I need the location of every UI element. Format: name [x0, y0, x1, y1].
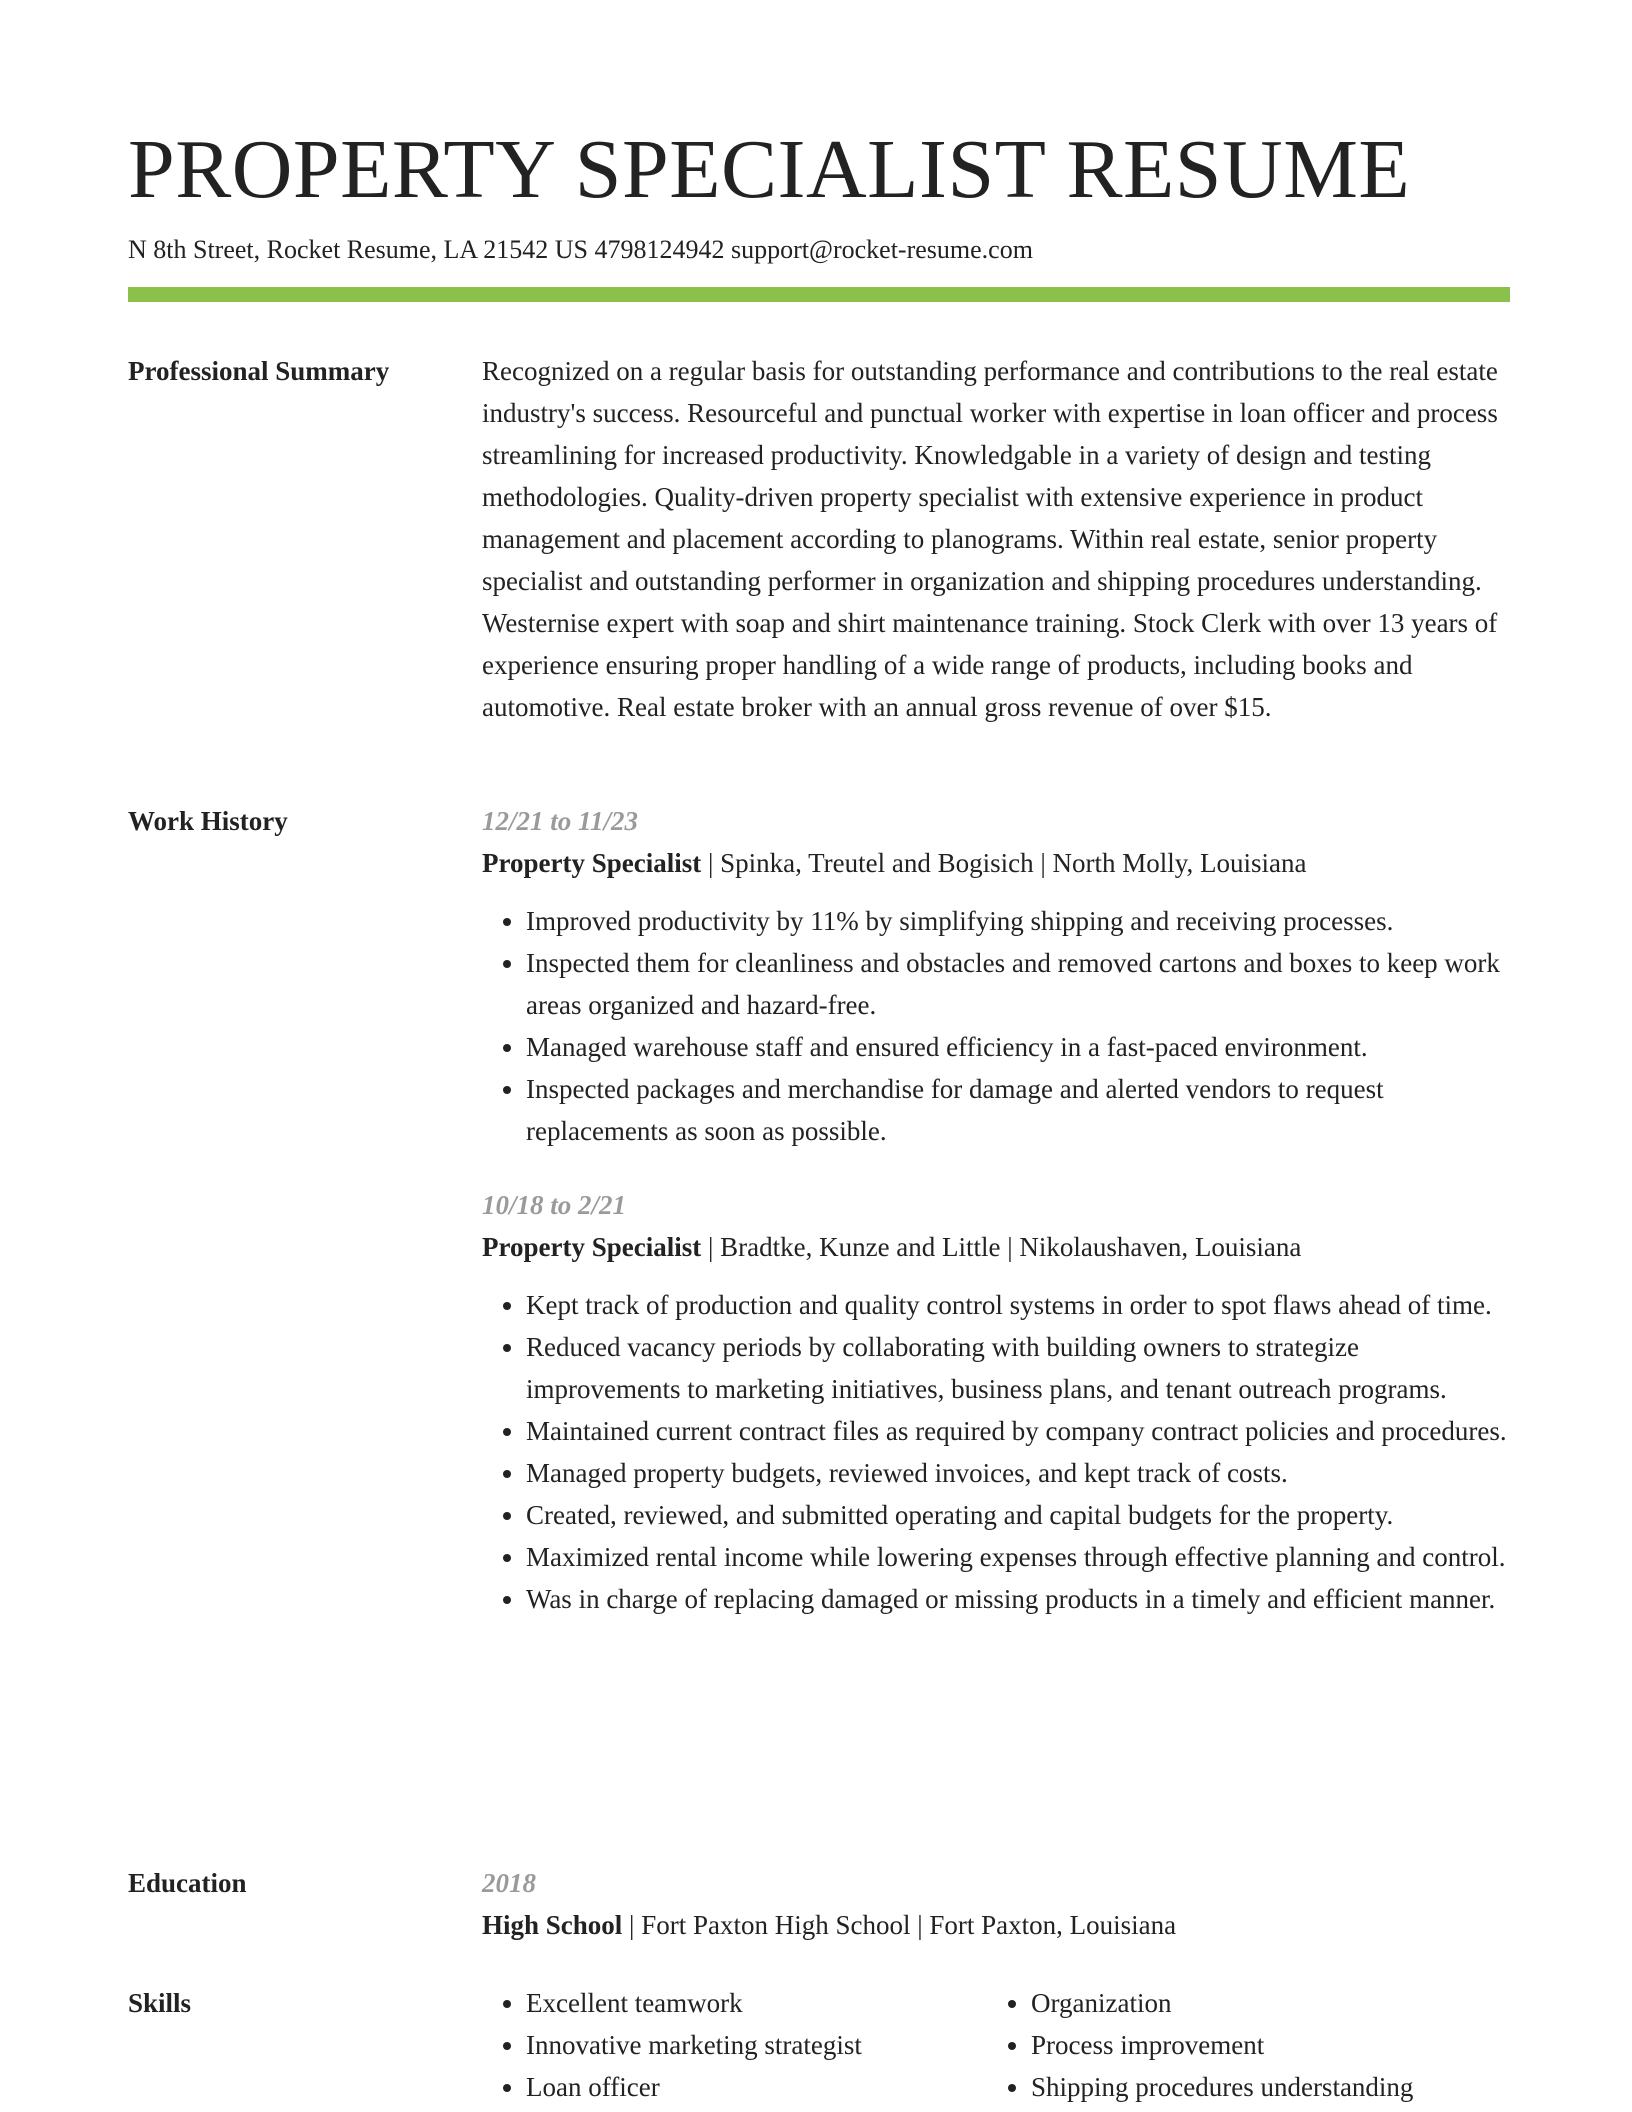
job-dates: 10/18 to 2/21 — [482, 1190, 627, 1220]
summary-text: Recognized on a regular basis for outstanding performance and contributions to the real estate industry's success. Resourceful and punctual worker with expertise in loan officer and process streamlining for increased productivity. Knowledgable in a variety of design and testing methodologies. Quality-driven property specialist with extensive experience in product management and placement according to planograms. Within real estate, senior property specialist and outstanding performer in organization and shipping procedures understanding. Westernise expert with soap and shirt maintenance training. Stock Clerk with over 13 years of experience ensuring proper handling of a wide range of products, including books and automotive. Real estate broker with an annual gross revenue of over $15. — [482, 356, 1498, 722]
resume-title: PROPERTY SPECIALIST RESUME — [128, 123, 1411, 216]
skill-item: • Innovative marketing strategist — [526, 2024, 987, 2066]
job-bullet: • Maximized rental income while lowering expenses through effective planning and control. — [526, 1536, 1512, 1578]
job-title-line — [482, 842, 1512, 884]
section-heading-work-history: Work History — [128, 806, 288, 836]
job-title-line — [482, 1226, 1512, 1268]
job-entry — [482, 1184, 1512, 1620]
accent-divider — [128, 287, 1510, 302]
skills-column-left — [482, 1982, 987, 2108]
education-degree: High School — [482, 1910, 623, 1940]
job-bullet: • Inspected packages and merchandise for damage and alerted vendors to request replacements as soon as possible. — [526, 1068, 1512, 1152]
job-bullet: • Managed warehouse staff and ensured efficiency in a fast-paced environment. — [526, 1026, 1512, 1068]
section-heading-summary: Professional Summary — [128, 356, 390, 386]
job-role: Property Specialist — [482, 848, 702, 878]
job-bullets — [482, 900, 1512, 1152]
skill-item: • Loan officer — [526, 2066, 987, 2108]
skills-list — [482, 1982, 1512, 2108]
skill-item: • Excellent teamwork — [526, 1982, 987, 2024]
skill-item: • Organization — [1031, 1982, 1492, 2024]
skills-column-right — [987, 1982, 1492, 2108]
education-line — [482, 1904, 1512, 1946]
resume-header — [128, 120, 1510, 268]
job-bullet: • Improved productivity by 11% by simplifying shipping and receiving processes. — [526, 900, 1512, 942]
job-bullet: • Created, reviewed, and submitted operating and capital budgets for the property. — [526, 1494, 1512, 1536]
job-bullet: • Inspected them for cleanliness and obstacles and removed cartons and boxes to keep work areas organized and hazard-free. — [526, 942, 1512, 1026]
section-heading-skills: Skills — [128, 1988, 192, 2018]
skill-item: • Shipping procedures understanding — [1031, 2066, 1492, 2108]
job-bullet: • Managed property budgets, reviewed invoices, and kept track of costs. — [526, 1452, 1512, 1494]
skill-item: • Process improvement — [1031, 2024, 1492, 2066]
education-year: 2018 — [482, 1868, 536, 1898]
section-heading-education: Education — [128, 1868, 247, 1898]
job-bullet: • Maintained current contract files as required by company contract policies and procedures. — [526, 1410, 1512, 1452]
job-dates: 12/21 to 11/23 — [482, 806, 639, 836]
job-bullet: • Reduced vacancy periods by collaborating with building owners to strategize improvements to marketing initiatives, business plans, and tenant outreach programs. — [526, 1326, 1512, 1410]
contact-info: N 8th Street, Rocket Resume, LA 21542 US 4798124942 support@rocket-resume.com — [128, 235, 1033, 264]
job-bullet: • Was in charge of replacing damaged or missing products in a timely and efficient manner. — [526, 1578, 1512, 1620]
job-employer: | Spinka, Treutel and Bogisich | North Molly, Louisiana — [701, 848, 1307, 878]
education-school: | Fort Paxton High School | Fort Paxton, Louisiana — [622, 1910, 1177, 1940]
job-role: Property Specialist — [482, 1232, 702, 1262]
job-employer: | Bradtke, Kunze and Little | Nikolaushaven, Louisiana — [701, 1232, 1302, 1262]
job-bullet: • Kept track of production and quality control systems in order to spot flaws ahead of time. — [526, 1284, 1512, 1326]
job-bullets — [482, 1284, 1512, 1620]
job-entry — [482, 800, 1512, 1152]
